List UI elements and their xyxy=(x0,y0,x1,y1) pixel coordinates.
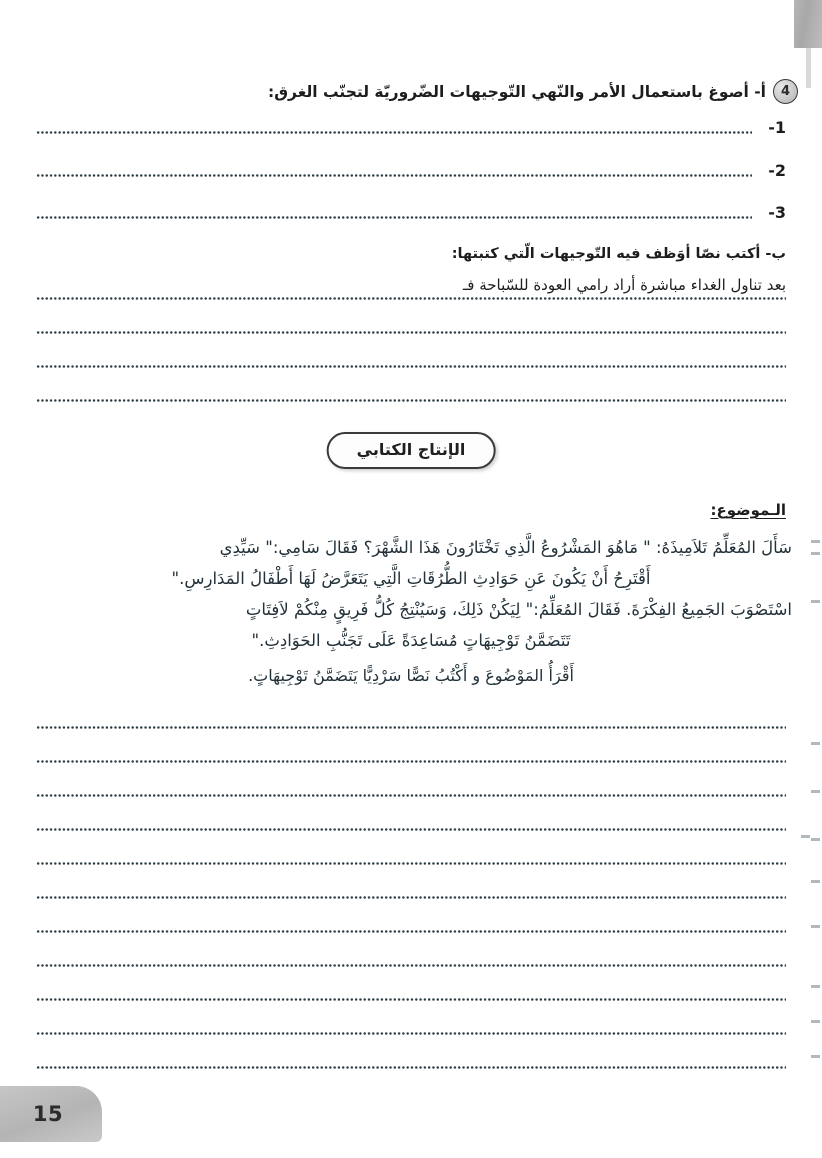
answer-rule-1[interactable] xyxy=(36,131,752,134)
writing-rule-1[interactable] xyxy=(36,726,786,729)
writing-rule-5[interactable] xyxy=(36,862,786,865)
page-edge-tab xyxy=(794,0,822,48)
passage-line: سَأَلَ المُعَلِّمُ تَلاَمِيذَهُ: " مَاهُوَ المَشْرُوعُ الَّذِي تَخْتَارُونَ هَذَا الشَّهْرَ؟ فَقَالَ سَامِي:" سَيِّدِي xyxy=(219,538,792,557)
edge-artifact-mark xyxy=(811,600,820,603)
answer-marker-3: 3- xyxy=(768,203,786,222)
exercise-4-part-a-label: أ- أصوغ باستعمال الأمر والنّهي التّوجيهات الضّروريّة لتجنّب الغرق: xyxy=(268,82,766,101)
part-b-rule-4[interactable] xyxy=(36,399,786,402)
task-instruction: أَقْرَأُ المَوْضُوعَ و أَكْتُبُ نَصًّا سَرْدِيًّا يَتَضَمَّنُ تَوْجِيهَاتٍ. xyxy=(248,666,574,685)
part-b-rule-1[interactable] xyxy=(36,297,786,300)
writing-rule-11[interactable] xyxy=(36,1066,786,1069)
passage-line: تَتَضَمَّنُ تَوْجِيهَاتٍ مُسَاعِدَةً عَلَى تَجَنُّبِ الحَوَادِثِ." xyxy=(251,631,571,650)
page-edge-tab-stem xyxy=(806,48,811,88)
edge-artifact-mark xyxy=(811,552,820,555)
answer-row-1[interactable] xyxy=(36,118,786,140)
answer-rule-3[interactable] xyxy=(36,216,752,219)
page-number: 15 xyxy=(32,1102,64,1126)
edge-artifact-mark xyxy=(811,925,820,928)
edge-artifact-mark xyxy=(811,985,820,988)
part-b-starter-text: بعد تناول الغداء مباشرة أراد رامي العودة للسّباحة فـ xyxy=(462,276,786,294)
answer-row-3[interactable] xyxy=(36,203,786,225)
section-title-text: الإنتاج الكتابي xyxy=(356,440,466,459)
edge-artifact-mark xyxy=(811,790,820,793)
writing-rule-3[interactable] xyxy=(36,794,786,797)
topic-heading: الـموضوع: xyxy=(710,501,786,519)
edge-artifact-mark xyxy=(811,880,820,883)
edge-artifact-mark xyxy=(811,540,820,543)
part-b-rule-2[interactable] xyxy=(36,331,786,334)
exercise-4-part-b-heading xyxy=(36,243,786,262)
writing-rule-10[interactable] xyxy=(36,1032,786,1035)
passage-line: اسْتَصْوَبَ الجَمِيعُ الفِكْرَةَ. فَقَالَ المُعَلِّمُ:" لِيَكُنْ ذَلِكَ، وَسَيُنْتِجُ كُلُّ فَرِيقٍ مِنْكُمْ لاَفِتَاتٍ xyxy=(245,600,792,619)
writing-rule-4[interactable] xyxy=(36,828,786,831)
writing-rule-8[interactable] xyxy=(36,964,786,967)
section-title-badge xyxy=(327,432,496,469)
edge-artifact-mark xyxy=(811,838,820,841)
page-number-tab xyxy=(0,1086,102,1142)
passage-line: أَقْتَرِحُ أَنْ يَكُونَ عَنِ حَوَادِثِ الطُّرُقَاتِ الَّتِي يَتَعَرَّضُ لَهَا أَطْفَالُ المَدَارِسِ." xyxy=(171,569,651,588)
answer-rule-2[interactable] xyxy=(36,174,752,177)
edge-artifact-mark xyxy=(811,742,820,745)
writing-rule-7[interactable] xyxy=(36,930,786,933)
edge-artifact-mark xyxy=(811,1020,820,1023)
reading-passage xyxy=(30,532,792,656)
writing-rule-2[interactable] xyxy=(36,760,786,763)
writing-rule-6[interactable] xyxy=(36,896,786,899)
answer-row-2[interactable] xyxy=(36,161,786,183)
exercise-4-part-a-heading xyxy=(36,79,798,104)
part-b-rule-3[interactable] xyxy=(36,365,786,368)
exercise-4-part-b-label: ب- أكتب نصّا أوَظف فيه التّوجيهات الّتي كتبتها: xyxy=(451,246,786,262)
answer-marker-1: 1- xyxy=(768,118,786,137)
part-b-starter-row xyxy=(36,275,786,294)
writing-rule-9[interactable] xyxy=(36,998,786,1001)
edge-artifact-mark xyxy=(811,1055,820,1058)
exercise-number-badge: 4 xyxy=(773,79,798,104)
edge-artifact-mark xyxy=(801,835,810,838)
answer-marker-2: 2- xyxy=(768,161,786,180)
